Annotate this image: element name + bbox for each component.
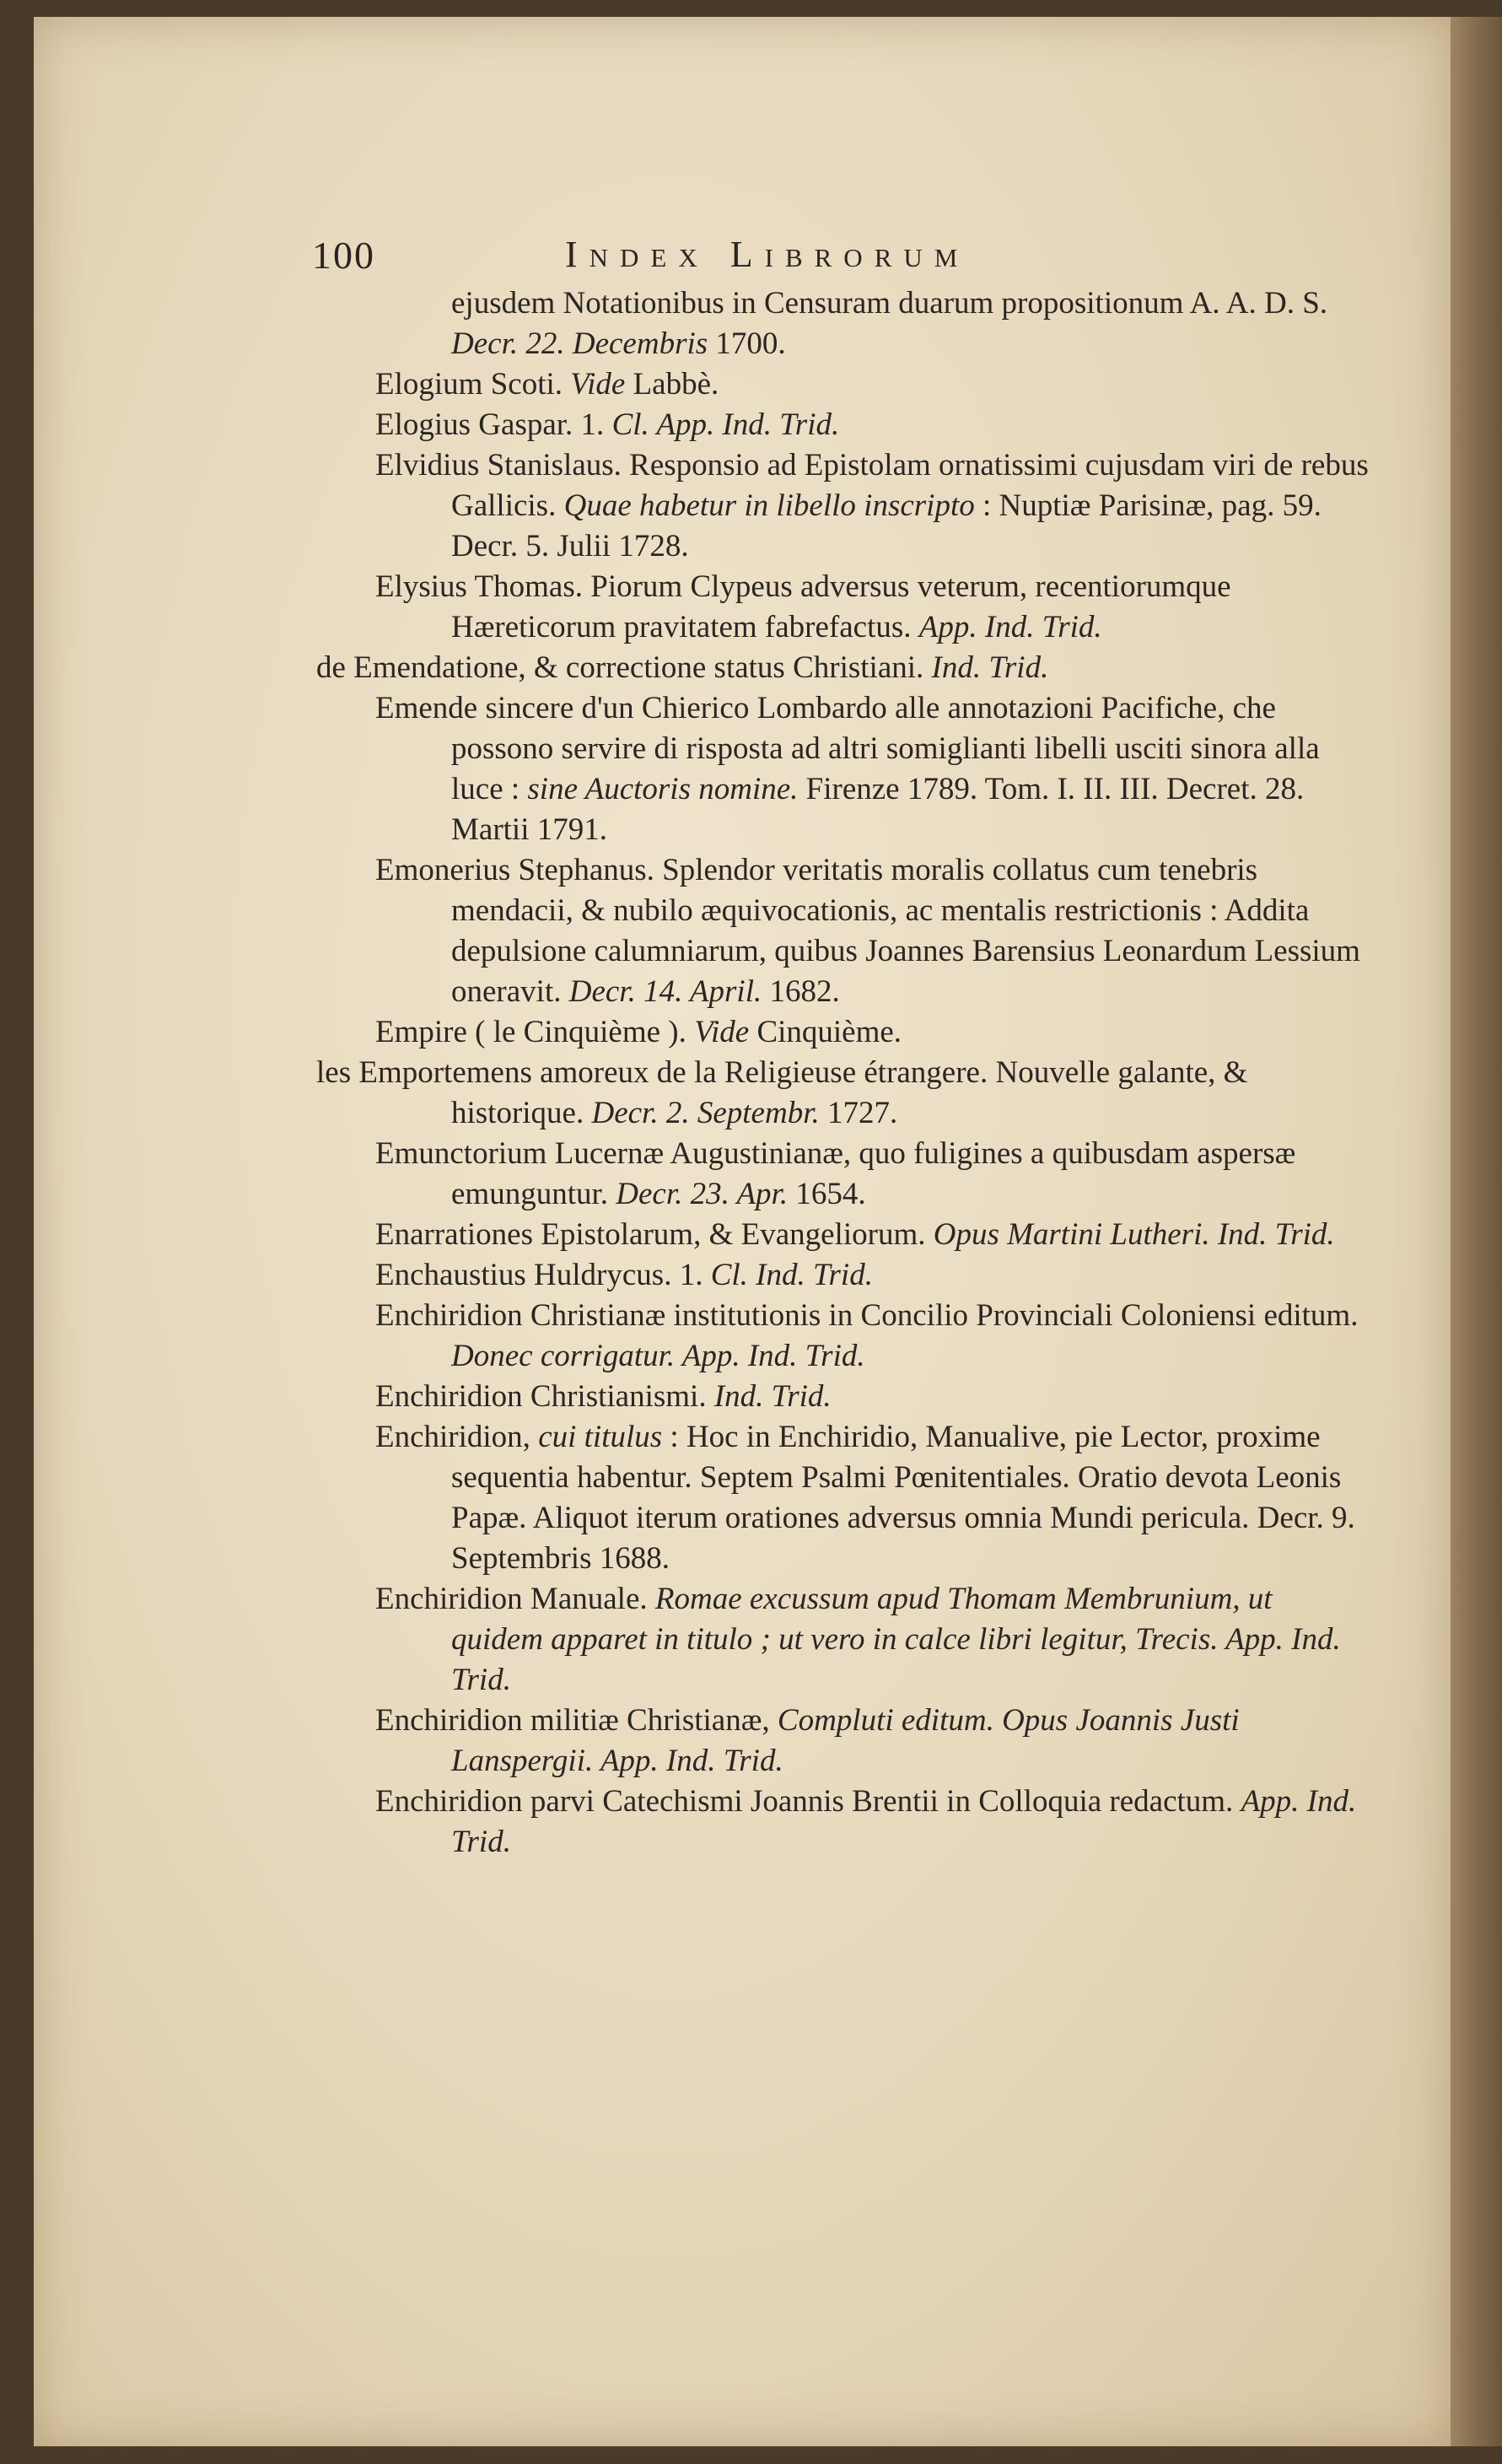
index-entry — [320, 1215, 1370, 1255]
entry-reference: Vide — [570, 367, 626, 402]
entry-reference: Compluti editum. Opus Joannis Justi Lanspergii. App. Ind. Trid. — [451, 1703, 1240, 1778]
entry-tail: Labbè. — [625, 367, 719, 402]
index-entry — [320, 1012, 1370, 1053]
entry-text: Elysius Thomas. Piorum Clypeus adversus veterum, recentiorumque Hæreticorum pravitatem fabrefactus. — [375, 569, 1231, 644]
index-entry — [320, 1782, 1370, 1863]
entry-tail: : Hoc in Enchiridio, Manualive, pie Lector, proxime sequentia habentur. Septem Psalmi Pœnitentiales. Oratio devota Leonis Papæ. Aliquot iterum orationes adversus omnia Mundi pericula. Decr. 9. Septembris 1688. — [451, 1420, 1355, 1576]
entry-text: Elvidius Stanislaus. Responsio ad Epistolam ornatissimi cujusdam viri de rebus Gallicis. — [375, 448, 1369, 523]
entry-tail: Cinquième. — [749, 1015, 902, 1049]
entry-tail: 1654. — [788, 1177, 866, 1211]
index-entry — [320, 688, 1370, 850]
entry-reference: Cl. Ind. Trid. — [710, 1258, 873, 1292]
index-entry — [320, 1701, 1370, 1782]
entry-reference: Vide — [694, 1015, 750, 1049]
entry-text: Elogium Scoti. — [375, 367, 571, 402]
entry-text: Enarrationes Epistolarum, & Evangeliorum. — [375, 1217, 934, 1252]
index-entries — [316, 283, 1370, 1863]
entry-text: les Emportemens amoreux de la Religieuse étrangere. Nouvelle galante, & historique. — [316, 1055, 1248, 1130]
entry-reference: Decr. 2. Septembr. — [591, 1096, 820, 1130]
entry-reference: sine Auctoris nomine. — [527, 772, 799, 806]
index-entry — [320, 1579, 1370, 1701]
index-entry — [320, 1296, 1370, 1377]
index-entry — [316, 648, 1370, 688]
page-number: 100 — [312, 234, 375, 277]
index-entry — [320, 283, 1370, 364]
entry-text: Enchiridion parvi Catechismi Joannis Brentii in Colloquia redactum. — [375, 1784, 1241, 1819]
entry-text: Empire ( le Cinquième ). — [375, 1015, 695, 1049]
index-entry — [320, 1134, 1370, 1215]
entry-reference: Ind. Trid. — [931, 650, 1049, 685]
running-title: Index Librorum — [565, 234, 970, 275]
entry-text: Emonerius Stephanus. Splendor veritatis moralis collatus cum tenebris mendacii, & nubilo æquivocationis, ac mentalis restrictionis : Addita depulsione calumniarum, quibus Joannes Barensius Leonardum Lessium oneravit. — [375, 853, 1360, 1009]
entry-tail: : Nuptiæ Parisinæ, pag. 59. Decr. 5. Julii 1728. — [451, 488, 1322, 563]
index-entry — [320, 445, 1370, 567]
entry-text: Enchiridion, — [375, 1420, 539, 1454]
index-entry — [320, 1377, 1370, 1417]
index-entry — [320, 405, 1370, 445]
entry-reference: App. Ind. Trid. — [918, 610, 1102, 644]
entry-text: Elogius Gaspar. 1. — [375, 407, 612, 442]
entry-reference: App. Ind. Trid. — [451, 1784, 1357, 1859]
entry-reference: Decr. 23. Apr. — [616, 1177, 789, 1211]
page-edge — [1451, 17, 1502, 2446]
entry-reference: cui titulus — [538, 1420, 663, 1454]
entry-reference: Decr. 14. April. — [568, 974, 762, 1009]
entry-tail: Firenze 1789. Tom. I. II. III. Decret. 28. Martii 1791. — [451, 772, 1305, 847]
entry-text: Emende sincere d'un Chierico Lombardo alle annotazioni Pacifiche, che possono servire di risposta ad altri somiglianti libelli usciti sinora alla luce : — [375, 691, 1320, 806]
entry-reference: Decr. 22. Decembris — [451, 326, 708, 361]
entry-tail: 1700. — [708, 326, 786, 361]
entry-text: de Emendatione, & correctione status Christiani. — [316, 650, 932, 685]
entry-reference: Opus Martini Lutheri. Ind. Trid. — [933, 1217, 1335, 1252]
entry-text: Enchiridion Manuale. — [375, 1582, 655, 1616]
entry-text: Enchiridion Christianismi. — [375, 1379, 714, 1414]
entry-text: Enchaustius Huldrycus. 1. — [375, 1258, 711, 1292]
index-entry — [320, 850, 1370, 1012]
entry-tail: 1682. — [762, 974, 840, 1009]
entry-reference: Cl. App. Ind. Trid. — [611, 407, 840, 442]
entry-reference: Romae excussum apud Thomam Membrunium, ut quidem apparet in titulo ; ut vero in calce libri legitur, Trecis. App. Ind. Trid. — [451, 1582, 1341, 1697]
index-entry — [316, 1053, 1370, 1134]
entry-reference: Quae habetur in libello inscripto — [563, 488, 975, 523]
entry-text: Enchiridion militiæ Christianæ, — [375, 1703, 778, 1738]
entry-text: Enchiridion Christianæ institutionis in Concilio Provinciali Coloniensi editum. — [375, 1298, 1359, 1333]
entry-reference: Ind. Trid. — [713, 1379, 832, 1414]
entry-text: Emunctorium Lucernæ Augustinianæ, quo fuligines a quibusdam aspersæ emunguntur. — [375, 1136, 1296, 1211]
entry-tail: 1727. — [819, 1096, 898, 1130]
index-entry — [320, 1417, 1370, 1579]
entry-text: ejusdem Notationibus in Censuram duarum propositionum A. A. D. S. — [451, 286, 1328, 321]
index-entry — [320, 1255, 1370, 1296]
index-entry — [320, 567, 1370, 648]
entry-reference: Donec corrigatur. App. Ind. Trid. — [451, 1339, 865, 1373]
index-entry — [320, 364, 1370, 405]
